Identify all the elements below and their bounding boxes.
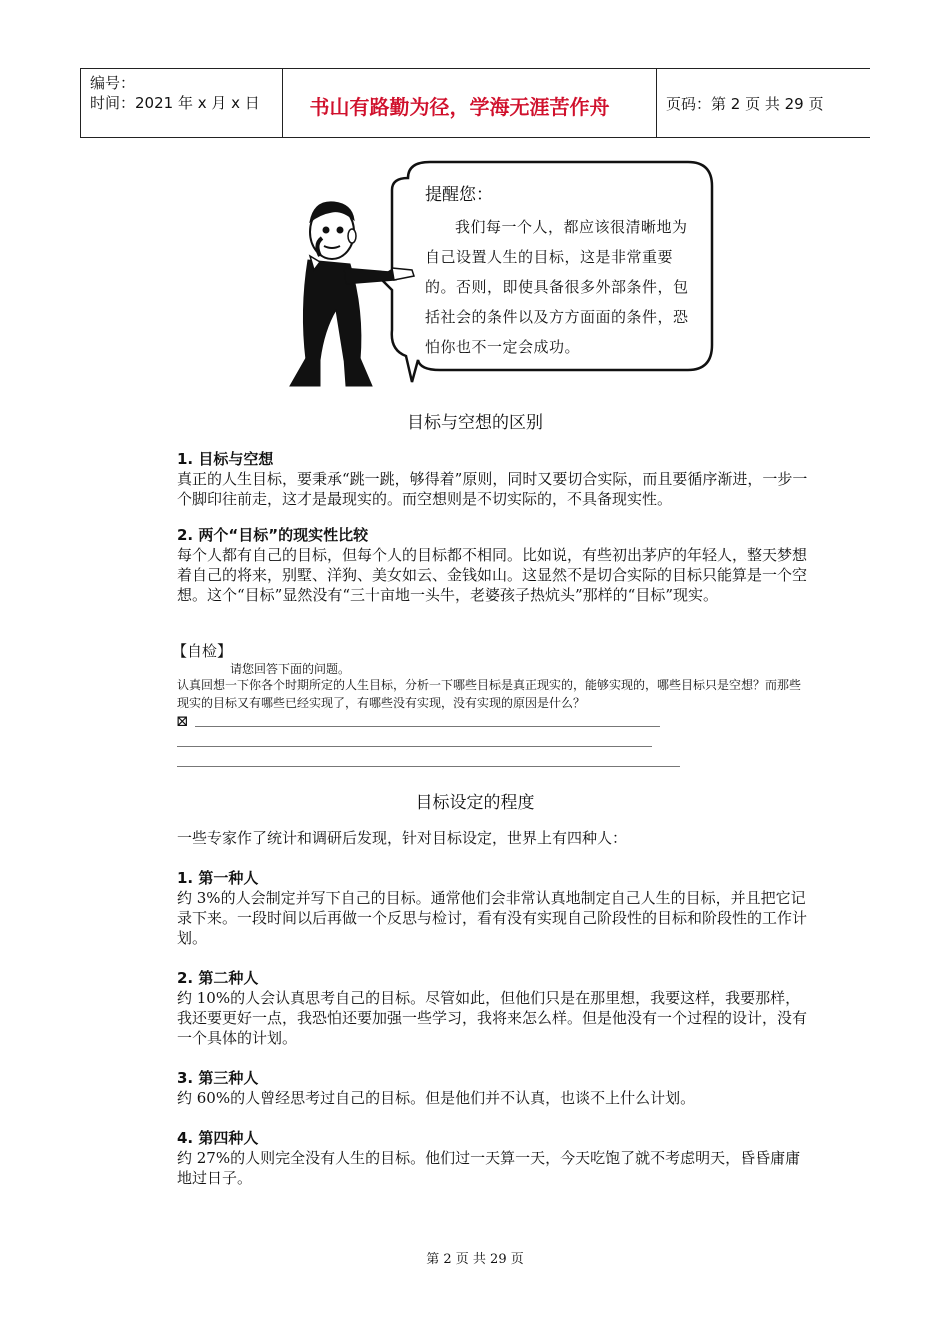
section-title-goal-vs-fantasy: 目标与空想的区别 (407, 413, 543, 433)
bubble-content (425, 180, 695, 362)
selfcheck-label: 【自检】 (172, 642, 233, 660)
bubble-body: 我们每一个人，都应该很清晰地为自己设置人生的目标，这是非常重要的。否则，即使具备很多外部条件，包括社会的条件以及方方面面的条件，恐怕你也不一定会成功。 (425, 218, 689, 356)
paragraph-two-goals: 每个人都有自己的目标，但每个人的目标都不相同。比如说，有些初出茅庐的年轻人，整天梦想着自己的将来，别墅、洋狗、美女如云、金钱如山。这显然不是切合实际的目标只能算是一个空想。这个“目标”显然没有“三十亩地一头牛，老婆孩子热炕头”那样的“目标”现实。 (177, 546, 808, 604)
heading-two-goals: 2. 两个“目标”的现实性比较 (177, 526, 369, 544)
time-label: 时间：2021 年 x 月 x 日 (90, 94, 260, 112)
heading-goal-fantasy: 1. 目标与空想 (177, 450, 274, 468)
heading-type-4: 4. 第四种人 (177, 1129, 259, 1147)
header-meta (90, 73, 260, 113)
paragraph-type-3: 约 60%的人曾经思考过自己的目标。但是他们并不认真，也谈不上什么计划。 (177, 1089, 696, 1107)
selfcheck-prompt: 请您回答下面的问题。 (230, 662, 351, 676)
answer-line-2[interactable] (177, 746, 652, 747)
page-header (80, 68, 870, 138)
page-info: 页码：第 2 页 共 29 页 (666, 95, 824, 113)
answer-line-3[interactable] (177, 766, 680, 767)
number-label: 编号： (90, 74, 136, 92)
section1-block (177, 449, 812, 605)
paragraph-type-1: 约 3%的人会制定并写下自己的目标。通常他们会非常认真地制定自己人生的目标，并且把它记录下来。一段时间以后再做一个反思与检讨，看有没有实现自己阶段性的目标和阶段性的工作计划。 (177, 889, 808, 947)
heading-type-1: 1. 第一种人 (177, 869, 259, 887)
paragraph-type-2: 约 10%的人会认真思考自己的目标。尽管如此，但他们只是在那里想，我要这样，我要那样，我还要更好一点，我恐怕还要加强一些学习，我将来怎么样。但是他没有一个过程的设计，没有一个具体的计划。 (177, 989, 808, 1047)
answer-line-1[interactable] (195, 726, 660, 727)
motto: 书山有路勤为径，学海无涯苦作舟 (309, 95, 610, 119)
section2-block (177, 828, 812, 1188)
section-title-goal-levels: 目标设定的程度 (415, 793, 535, 813)
selfcheck-question: 认真回想一下你各个时期所定的人生目标，分析一下哪些目标是真正现实的，能够实现的，哪些目标只是空想？而那些现实的目标又有哪些已经实现了，有哪些没有实现，没有实现的原因是什么？ (177, 678, 802, 710)
paragraph-goal-fantasy: 真正的人生目标，要秉承“跳一跳，够得着”原则，同时又要切合实际，而且要循序渐进，一步一个脚印往前走，这才是最现实的。而空想则是不切实际的，不具备现实性。 (177, 470, 808, 508)
checkbox-icon[interactable]: ⊠ (176, 712, 189, 730)
heading-type-2: 2. 第二种人 (177, 969, 259, 987)
heading-type-3: 3. 第三种人 (177, 1069, 259, 1087)
page-footer: 第 2 页 共 29 页 (426, 1252, 524, 1267)
paragraph-type-4: 约 27%的人则完全没有人生的目标。他们过一天算一天，今天吃饱了就不考虑明天，昏昏庸庸地过日子。 (177, 1149, 801, 1187)
intro-paragraph: 一些专家作了统计和调研后发现，针对目标设定，世界上有四种人： (177, 829, 628, 847)
bubble-title: 提醒您： (425, 185, 493, 205)
